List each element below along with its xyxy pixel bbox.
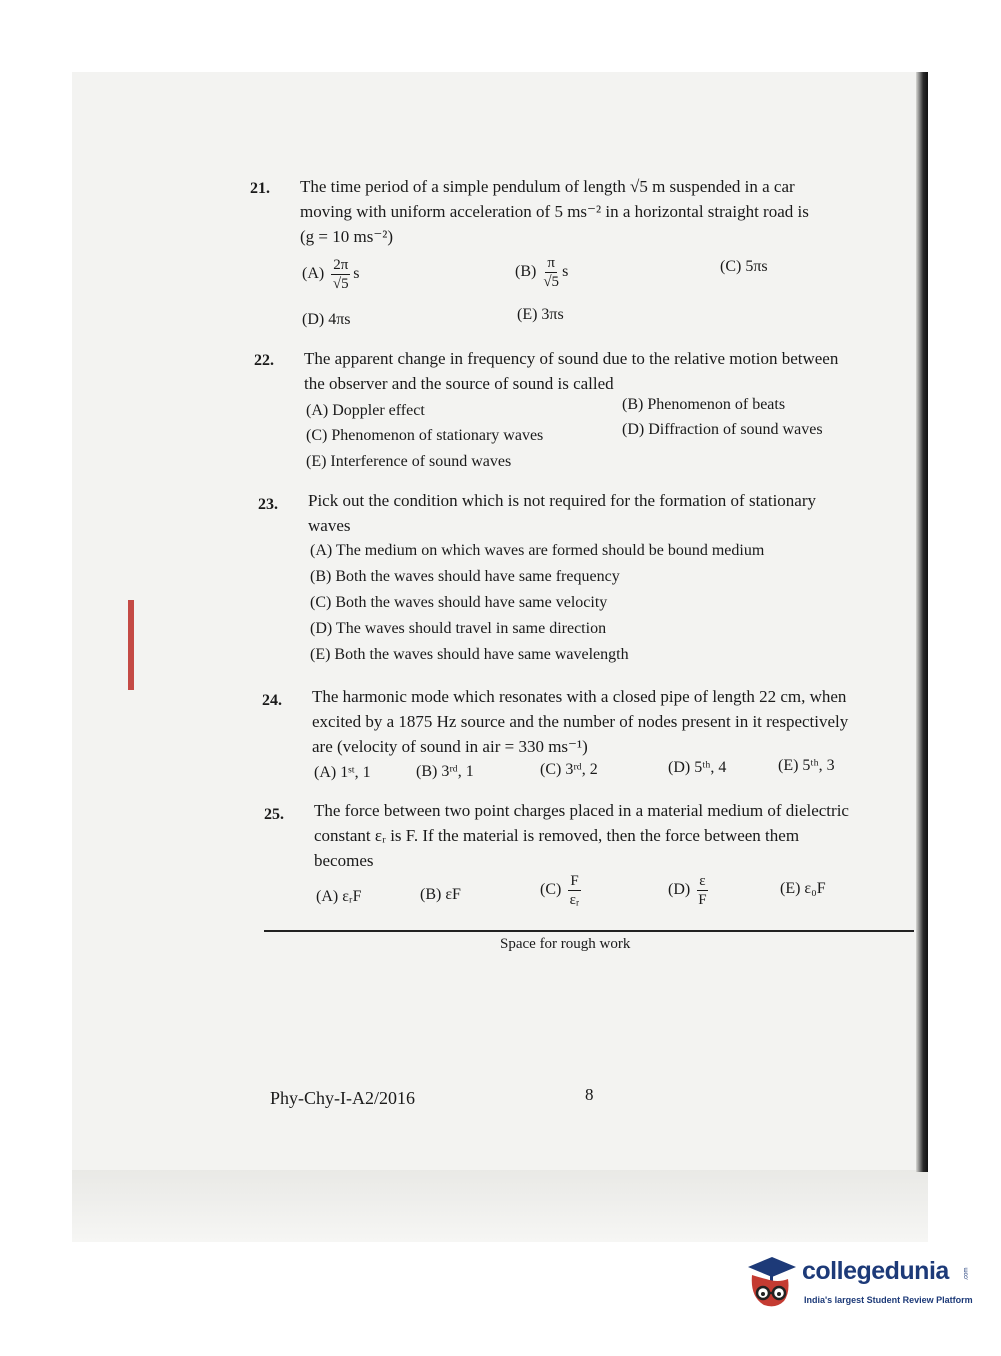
option-b: (B) Phenomenon of beats (622, 396, 786, 413)
question-line: are (velocity of sound in air = 330 ms⁻¹) (312, 737, 588, 756)
option-b: (B) 3ʳᵈ, 1 (416, 763, 474, 780)
option-a: (A) εᵣF (316, 888, 362, 905)
question-line: The harmonic mode which resonates with a closed pipe of length 22 cm, when (312, 687, 847, 706)
question-number: 22. (254, 352, 274, 369)
option-b: (B) εF (420, 886, 461, 903)
fraction: $\frac{\pi}{√5}$ (543, 255, 560, 290)
fraction: $\frac{F}{\text{εᵣ}}$ (569, 873, 580, 908)
mascot-icon (742, 1253, 800, 1311)
question-text (304, 346, 904, 396)
question-number: 23. (258, 496, 278, 513)
rough-work-divider (264, 930, 914, 932)
question-line: Pick out the condition which is not required for the formation of stationary (308, 491, 816, 510)
brand-suffix: .com (963, 1267, 970, 1281)
option-c: (C) 5πs (720, 258, 768, 275)
question-line: The force between two point charges placed in a material medium of dielectric (314, 801, 849, 820)
question-line: becomes (314, 851, 374, 870)
option-c: (C) Both the waves should have same velocity (310, 594, 608, 611)
question-line: excited by a 1875 Hz source and the number of nodes present in it respectively (312, 712, 849, 731)
option-d: (D) 5ᵗʰ, 4 (668, 759, 727, 776)
option-d: (D) 4πs (302, 311, 351, 328)
question-line: moving with uniform acceleration of 5 ms⁻² in a horizontal straight road is (300, 202, 809, 221)
option-a: (A) $\frac{2\pi}{√5}$ s (302, 257, 360, 292)
option-e: (E) Interference of sound waves (306, 453, 512, 470)
brand-name: collegedunia (802, 1257, 949, 1285)
question-text (308, 488, 908, 538)
option-a: (A) The medium on which waves are formed should be bound medium (310, 542, 765, 559)
question-line: The apparent change in frequency of sound due to the relative motion between (304, 349, 839, 368)
option-c: (C) 3ʳᵈ, 2 (540, 761, 598, 778)
question-line: (g = 10 ms⁻²) (300, 227, 394, 246)
fraction: $\frac{\varepsilon}{F}$ (698, 873, 707, 908)
question-line: The time period of a simple pendulum of length √5 m suspended in a car (300, 177, 795, 196)
question-text (300, 174, 900, 249)
question-line: the observer and the source of sound is called (304, 374, 614, 393)
question-text (314, 798, 914, 873)
question-number: 21. (250, 180, 270, 197)
question-line: constant εᵣ is F. If the material is removed, then the force between them (314, 826, 800, 845)
option-e: (E) ε₀F (780, 880, 826, 897)
option-b: (B) Both the waves should have same frequency (310, 568, 620, 585)
option-e: (E) 3πs (517, 306, 564, 323)
option-a: (A) 1ˢᵗ, 1 (314, 764, 371, 781)
option-c: (C) $\frac{F}{\text{εᵣ}}$ (540, 873, 580, 908)
fraction: $\frac{2\pi}{√5}$ (332, 257, 349, 292)
brand-tagline: India's largest Student Review Platform (804, 1295, 973, 1305)
question-number: 24. (262, 692, 282, 709)
collegedunia-logo (742, 1253, 972, 1313)
question-line: waves (308, 516, 351, 535)
option-c: (C) Phenomenon of stationary waves (306, 427, 544, 444)
option-d: (D) $\frac{\varepsilon}{F}$ (668, 873, 707, 908)
rough-work-label: Space for rough work (500, 936, 631, 952)
paper-code: Phy-Chy-I-A2/2016 (270, 1088, 415, 1108)
option-d: (D) Diffraction of sound waves (622, 421, 823, 438)
option-e: (E) 5ᵗʰ, 3 (778, 757, 835, 774)
option-a: (A) Doppler effect (306, 402, 425, 419)
page-number: 8 (585, 1085, 594, 1104)
option-d: (D) The waves should travel in same direction (310, 620, 607, 637)
question-number: 25. (264, 806, 284, 823)
option-e: (E) Both the waves should have same wavelength (310, 646, 629, 663)
option-b: (B) $\frac{\pi}{√5}$ s (515, 255, 569, 290)
question-text (312, 684, 912, 759)
